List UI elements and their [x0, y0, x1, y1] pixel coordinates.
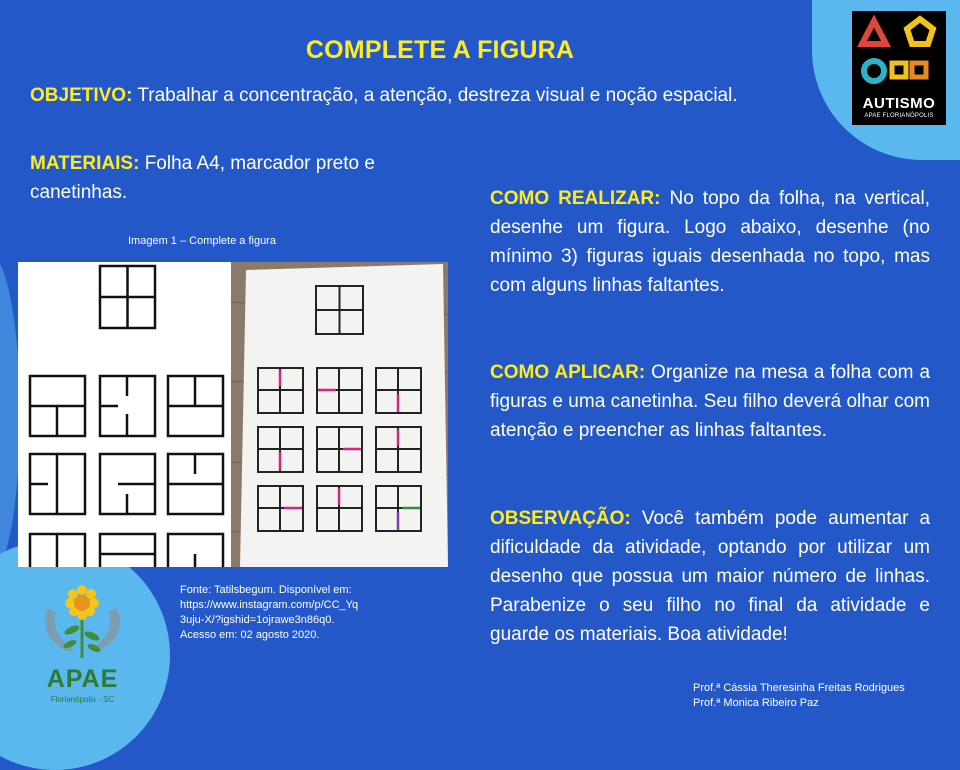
credits [693, 681, 905, 711]
materiais-text: Folha A4, marcador preto e canetinhas. [30, 153, 375, 203]
autismo-logo [852, 11, 946, 125]
materiais-paragraph [30, 149, 415, 207]
apae-sub: Florianópolis - SC [50, 695, 115, 704]
source-line: Fonte: Tatilsbegum. Disponível em: [180, 584, 352, 596]
page-title: COMPLETE A FIGURA [305, 36, 575, 64]
como-realizar-text: No topo da folha, na vertical, desenhe um figura. Logo abaixo, desenhe (no mínimo 3) figuras iguais desenhada no topo, mas com alguns linhas faltantes. [490, 188, 931, 296]
como-aplicar-text: Organize na mesa a folha com a figuras e uma canetinha. Seu filho deverá olhar com atenção e preencher as linhas faltantes. [490, 362, 931, 441]
objetivo-paragraph [30, 81, 812, 110]
objetivo-text: Trabalhar a concentração, a atenção, destreza visual e noção espacial. [137, 85, 738, 106]
autismo-word: AUTISMO [862, 95, 936, 112]
objetivo-label: OBJETIVO: [30, 85, 133, 106]
observacao-label: OBSERVAÇÃO: [490, 508, 631, 529]
credit-line: Prof.ª Cássia Theresinha Freitas Rodrigues [693, 682, 905, 694]
activity-photo [18, 262, 448, 567]
autismo-sub: APAE FLORIANÓPOLIS [864, 113, 934, 119]
credit-line: Prof.ª Monica Ribeiro Paz [693, 697, 819, 709]
como-aplicar-paragraph [490, 358, 930, 445]
source-line: https://www.instagram.com/p/CC_Yq [180, 599, 359, 611]
autismo-shapes-icon [852, 11, 946, 95]
como-realizar-paragraph [490, 184, 930, 300]
apae-logo [30, 578, 135, 713]
source-line: Acesso em: 02 agosto 2020. [180, 629, 320, 641]
observacao-text: Você também pode aumentar a dificuldade da atividade, optando por utilizar um desenho que possua um maior número de linhas. Parabenize o seu filho no final da atividade e guarde os materiais. Boa atividade! [490, 508, 931, 645]
como-realizar-label: COMO REALIZAR: [490, 188, 661, 209]
observacao-paragraph [490, 504, 930, 649]
source-line: 3uju-X/?igshid=1ojrawe3n86q0. [180, 614, 335, 626]
como-aplicar-label: COMO APLICAR: [490, 362, 646, 383]
image-source [180, 583, 358, 643]
background-arc-left [0, 255, 20, 575]
image-caption: Imagem 1 – Complete a figura [128, 235, 276, 247]
materiais-label: MATERIAIS: [30, 153, 140, 174]
apae-flower-hands-icon [30, 578, 135, 666]
apae-word: APAE [46, 665, 119, 693]
